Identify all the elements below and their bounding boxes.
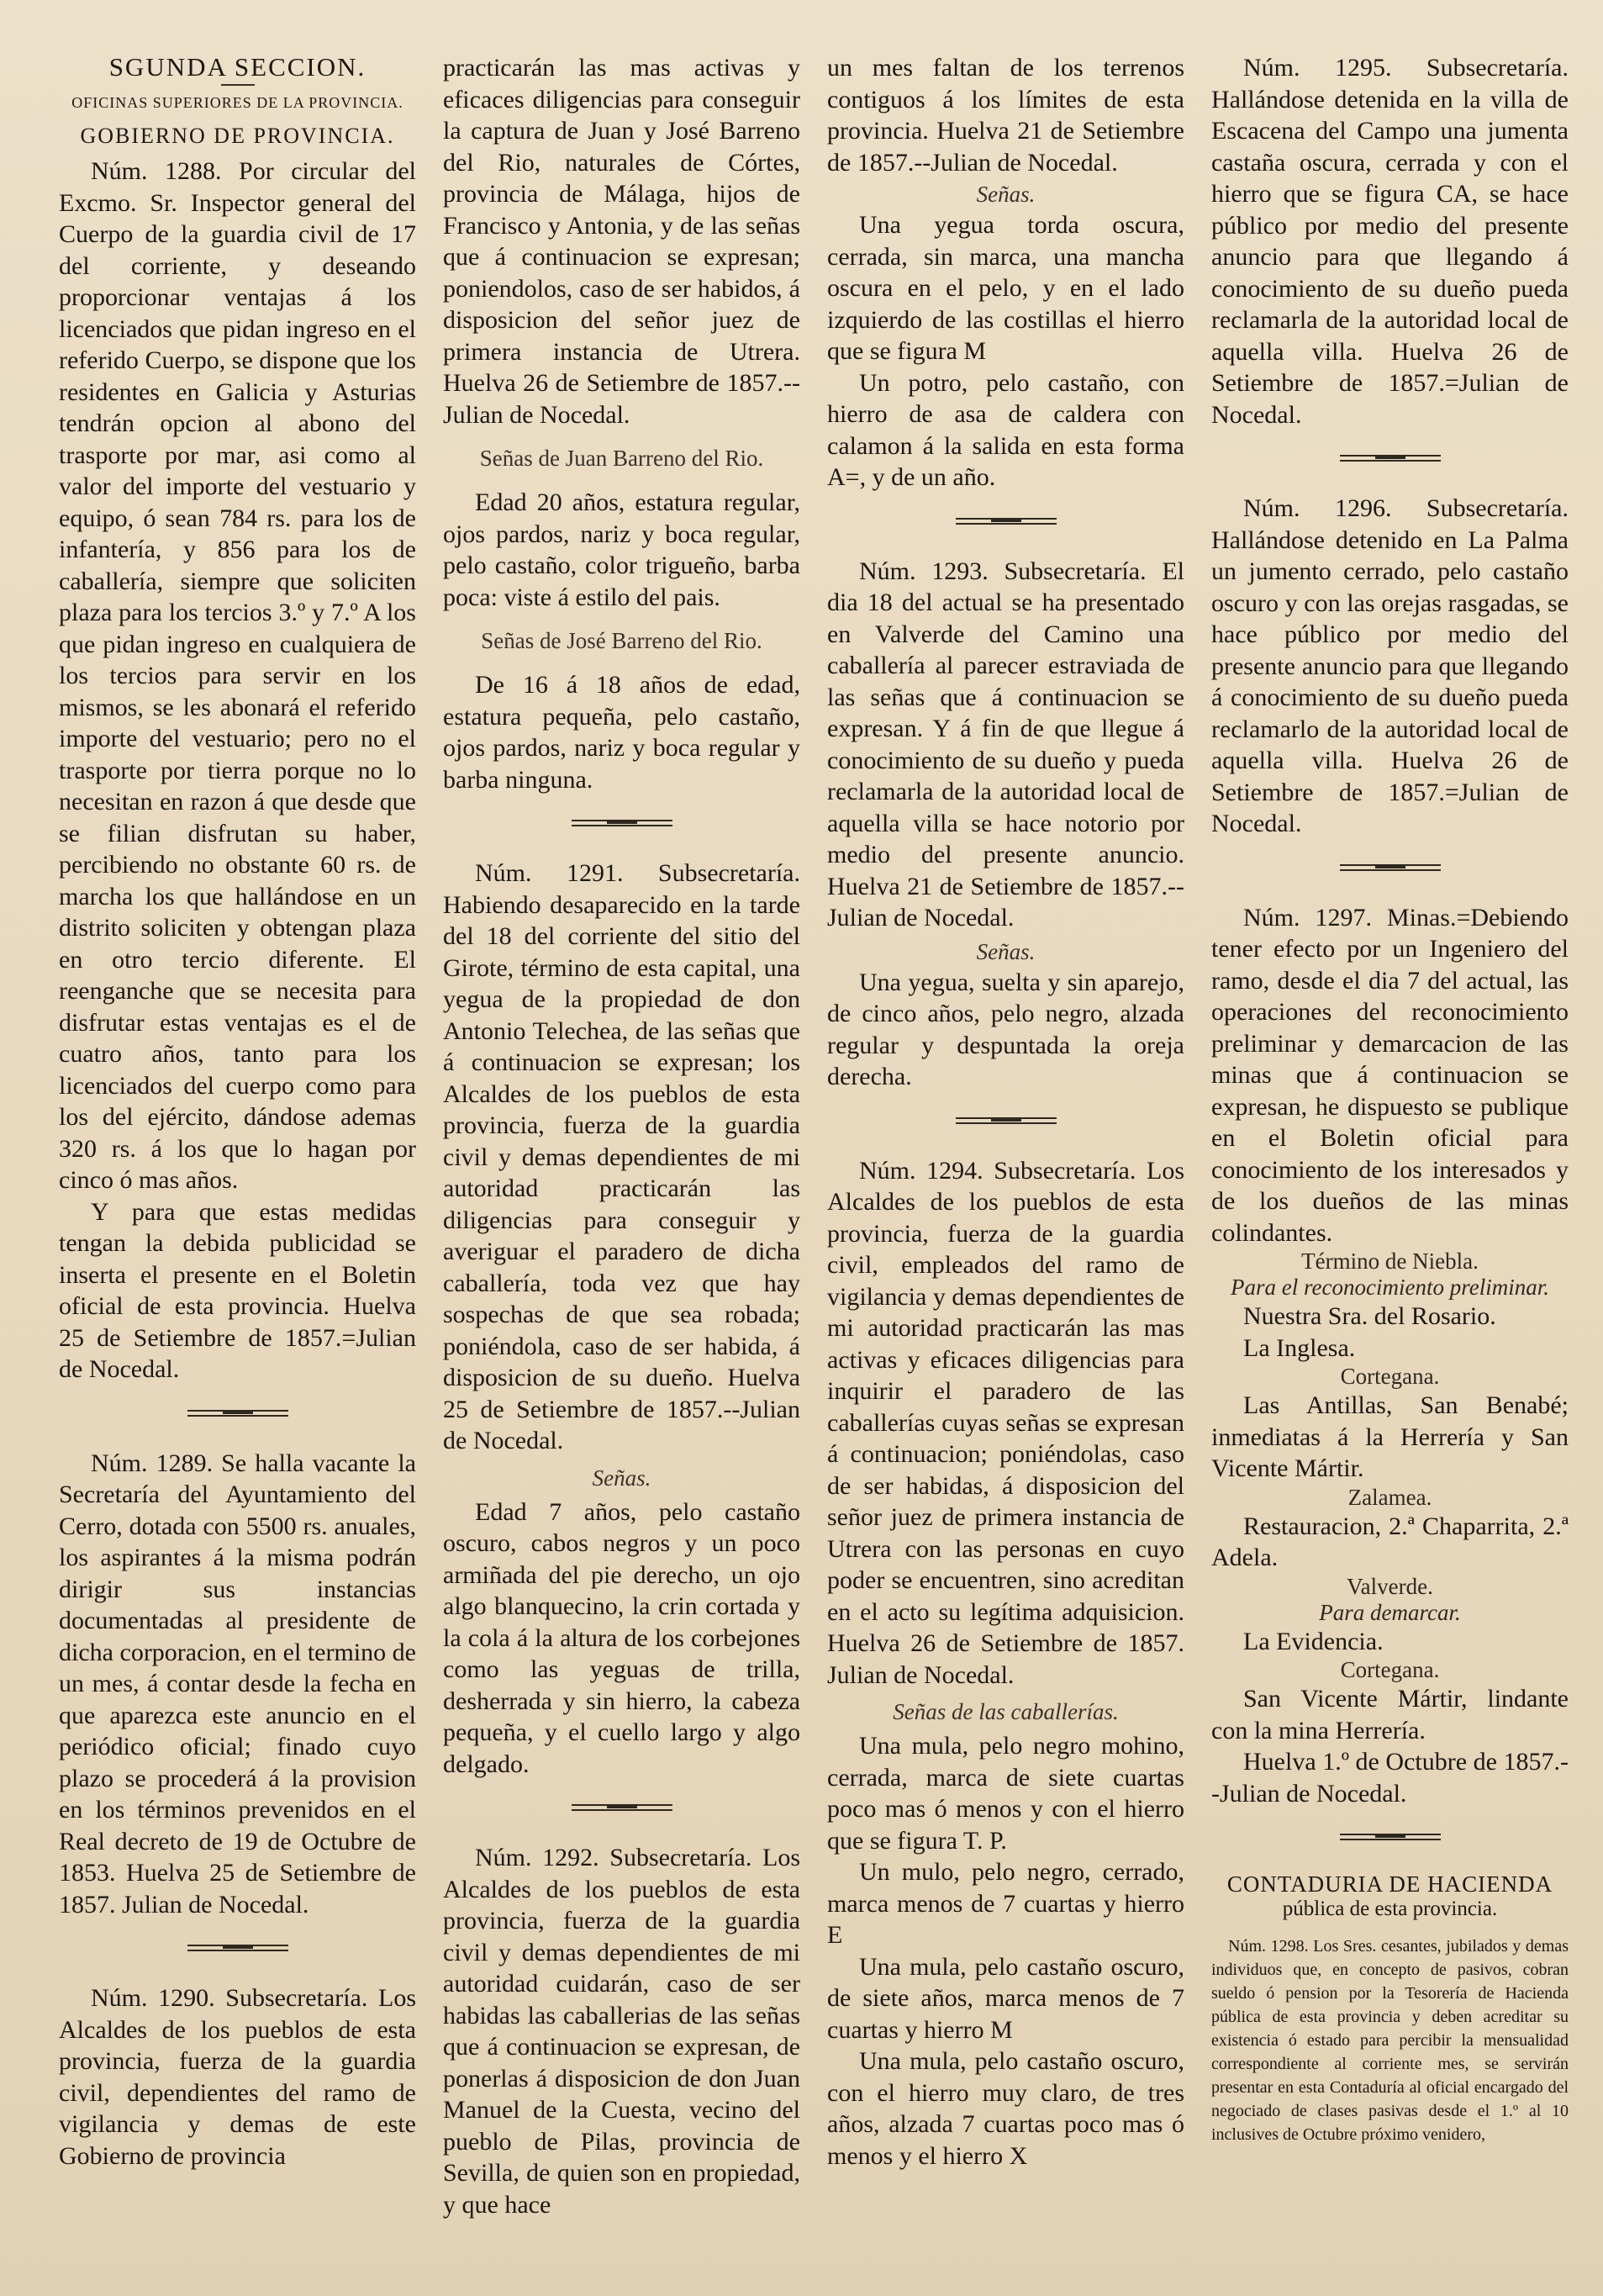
divider bbox=[956, 515, 1057, 527]
place-cortegana: Cortegana. bbox=[1340, 1364, 1440, 1389]
signs-yegua-negra: Una yegua, suelta y sin aparejo, de cinco años, pelo negro, alzada regular y despuntada la oreja derecha. bbox=[827, 968, 1184, 1090]
signs-yegua-text: Edad 7 años, pelo castaño oscuro, cabos negros y un poco armiñada del pie derecho, un ojo algo blanquecino, la crin cortada y la cola á la altura de los corbejones como las yeguas de trilla, desherrada y sin hierro, la cabeza pequeña, y el cuello largo y algo delgado. bbox=[443, 1497, 800, 1778]
notice-1295: Núm. 1295. Subsecretaría. Hallándose detenida en la villa de Escacena del Campo una jumenta castaña oscura, cerrada y con el hierro que se figura CA, se hace público por medio del presente anuncio para que llegando á conocimiento de su dueño pueda reclamarla de la autoridad local de aquella villa. Huelva 26 de Setiembre de 1857.=Julian de Nocedal. bbox=[1211, 54, 1569, 429]
mine-san-vicente: San Vicente Mártir, lindante con la mina Herrería. bbox=[1211, 1685, 1569, 1744]
notice-1293: Núm. 1293. Subsecretaría. El dia 18 del actual se ha presentado en Valverde del Camino una caballería al parecer estraviada de las señas que á continuacion se expresan. Y á fin de que llegue á conocimiento de su dueño y pueda reclamarla de la autoridad local de aquella villa se hace notorio por medio del presente anuncio. Huelva 21 de Setiembre de 1857.--Julian de Nocedal. bbox=[827, 557, 1184, 932]
government-heading: GOBIERNO DE PROVINCIA. bbox=[80, 124, 395, 148]
notice-1297-closing: Huelva 1.º de Octubre de 1857.--Julian de Nocedal. bbox=[1211, 1748, 1569, 1808]
signs-juan-text: Edad 20 años, estatura regular, ojos pardos, nariz y boca regular, pelo castaño, color trigueño, barba poca: viste á estilo del pais. bbox=[443, 488, 800, 611]
divider bbox=[187, 1407, 288, 1419]
notice-1290-continued: practicarán las mas activas y eficaces diligencias para conseguir la captura de Juan y José Barreno del Rio, naturales de Córtes, provincia de Málaga, hijos de Francisco y Antonia, y de las señas que á continuacion se expresan; poniendolos, caso de ser habidos, á disposicion del señor juez de primera instancia de Utrera. Huelva 26 de Setiembre de 1857.--Julian de Nocedal. bbox=[443, 54, 800, 429]
notice-1294: Núm. 1294. Subsecretaría. Los Alcaldes de los pueblos de esta provincia, fuerza de la guardia civil, empleados del ramo de vigilancia y demas dependientes de mi autoridad practicarán las mas activas y eficaces diligencias para inquirir el paradero de las caballerías cuyas señas se expresan á continuacion; poniéndolas, caso de ser habidas, á disposicion del señor juez de primera instancia de Utrera con las personas en cuyo poder se encuentren, sino acreditan en el acto su legítima adquisicion. Huelva 26 de Setiembre de 1857. Julian de Nocedal. bbox=[827, 1156, 1184, 1689]
offices-heading: OFICINAS SUPERIORES DE LA PROVINCIA. bbox=[71, 94, 403, 111]
notice-1292: Núm. 1292. Subsecretaría. Los Alcaldes de los pueblos de esta provincia, fuerza de la guardia civil y demas dependientes de mi autoridad cuidarán, caso de ser habidas las caballerias de las señas que á continuacion se expresan, de ponerlas á disposicion de don Juan Manuel de la Cuesta, vecino del pueblo de Pilas, provincia de Sevilla, de quien son en propiedad, y que hace bbox=[443, 1844, 800, 2219]
signs-potro: Un potro, pelo castaño, con hierro de asa de caldera con calamon á la salida en esta forma A=, y de un año. bbox=[827, 368, 1184, 491]
place-zalamea: Zalamea. bbox=[1347, 1484, 1432, 1510]
place-valverde: Valverde. bbox=[1347, 1573, 1433, 1599]
divider bbox=[572, 1802, 672, 1813]
column-1 bbox=[59, 52, 416, 2272]
contaduria-heading: CONTADURIA DE HACIENDA bbox=[1226, 1871, 1553, 1897]
signs-heading: Señas. bbox=[976, 938, 1036, 964]
mine-antillas: Las Antillas, San Benabé; inmediatas á la Herrería y San Vicente Mártir. bbox=[1211, 1391, 1569, 1482]
notice-1288-closing: Y para que estas medidas tengan la debida publicidad se inserta el presente en el Boletin oficial de esta provincia. Huelva 25 de Setiembre de 1857.=Julian de Nocedal. bbox=[59, 1197, 416, 1383]
signs-heading: Señas. bbox=[976, 182, 1036, 207]
divider bbox=[187, 1942, 288, 1954]
signs-yegua-torda: Una yegua torda oscura, cerrada, sin marca, una mancha oscura en el pelo, y en el lado izquierdo de las costillas el hierro que se figura M bbox=[827, 211, 1184, 365]
title-rule bbox=[221, 84, 255, 86]
notice-1291: Núm. 1291. Subsecretaría. Habiendo desaparecido en la tarde del 18 del corriente del sitio del Girote, término de esta capital, una yegua de la propiedad de don Antonio Telechea, de las señas que á continuacion se expresan; los Alcaldes de los pueblos de esta provincia, fuerza de la guardia civil y demas dependientes de mi autoridad practicarán las diligencias para conseguir y averiguar el paradero de dicha caballería, toda vez que hay sospechas de que sea robada; poniéndola, caso de ser habida, á disposicion de su dueño. Huelva 25 de Setiembre de 1857.--Julian de Nocedal. bbox=[443, 859, 800, 1454]
notice-1298-block bbox=[1211, 1934, 1569, 2146]
notice-1297: Núm. 1297. Minas.=Debiendo tener efecto por un Ingeniero del ramo, desde el dia 7 del actual, las operaciones del reconocimiento preliminar y demarcacion de las minas que á continuacion se expresan, he dispuesto se publique en el Boletin oficial para conocimiento de los interesados y de los dueños de las minas colindantes. bbox=[1211, 903, 1569, 1247]
signs-mula-1: Una mula, pelo negro mohino, cerrada, marca de siete cuartas poco mas ó menos y con el hierro que se figura T. P. bbox=[827, 1732, 1184, 1855]
notice-1296: Núm. 1296. Subsecretaría. Hallándose detenido en La Palma un jumento cerrado, pelo castaño oscuro y con las orejas rasgadas, se hace público por medio del presente anuncio para que llegando á conocimiento de su dueño pueda reclamarlo de la autoridad local de aquella villa. Huelva 26 de Setiembre de 1857.=Julian de Nocedal. bbox=[1211, 494, 1569, 837]
divider bbox=[572, 817, 672, 829]
notice-1288: Núm. 1288. Por circular del Excmo. Sr. Inspector general del Cuerpo de la guardia civil de 17 del corriente, y deseando proporcionar ventajas á los licenciados que pidan ingreso en el referido Cuerpo, se dispone que los residentes en Galicia y Asturias tendrán opcion al abono del trasporte por mar, asi como al valor del importe del vestuario y equipo, ó sean 784 rs. para los de infantería, y 856 para los de caballería, siempre que soliciten plaza para los tercios 3.º y 7.º A los que pidan ingreso en cualquiera de los tercios para servir en los mismos, se les abonará el referido importe del vestuario; pero no el trasporte por tierra porque no lo necesitan en razon á que desde que se filian disfrutan su haber, percibiendo no obstante 60 rs. de marcha los que hallándose en un distrito soliciten y obtengan plaza en otro tercio diferente. El reenganche que se necesita para disfrutar estas ventajas es el de cuatro años, tanto para los licenciados del cuerpo como para los del ejército, dándose ademas 320 rs. á los que lo hagan por cinco ó mas años. bbox=[59, 157, 416, 1194]
mine-restauracion: Restauracion, 2.ª Chaparrita, 2.ª Adela. bbox=[1211, 1512, 1569, 1571]
mine-inglesa: La Inglesa. bbox=[1243, 1333, 1356, 1362]
signs-jose-heading: Señas de José Barreno del Rio. bbox=[481, 628, 762, 653]
divider bbox=[1340, 1831, 1441, 1843]
term-niebla: Término de Niebla. bbox=[1301, 1248, 1479, 1274]
notice-1298: Núm. 1298. Los Sres. cesantes, jubilados y demas individuos que, en concepto de pasivos, cobran sueldo ó pension por la Tesorería de Hacienda pública de esta provincia y deben acreditar su existencia ó estado para percibir la mensualidad correspondiente al corriente mes, se servirán presentar en esta Contaduría al oficial encargado del negociado de clases pasivas desde el 1.º al 10 inclusives de Octubre próximo venidero, bbox=[1211, 1937, 1569, 2144]
columns bbox=[59, 52, 1569, 2272]
contaduria-subheading: pública de esta provincia. bbox=[1282, 1897, 1498, 1920]
column-3 bbox=[827, 52, 1184, 2272]
notice-1290: Núm. 1290. Subsecretaría. Los Alcaldes de los pueblos de esta provincia, fuerza de la guardia civil, dependientes del ramo de vigilancia y demas de este Gobierno de provincia bbox=[59, 1984, 416, 2170]
signs-mula-3: Una mula, pelo castaño oscuro, con el hierro muy claro, de tres años, alzada 7 cuartas poco mas ó menos y el hierro X bbox=[827, 2047, 1184, 2170]
para-reconocimiento: Para el reconocimiento preliminar. bbox=[1231, 1275, 1549, 1300]
para-demarcar: Para demarcar. bbox=[1319, 1599, 1461, 1625]
column-2 bbox=[443, 52, 800, 2272]
signs-caballerias-heading: Señas de las caballerías. bbox=[893, 1699, 1119, 1724]
column-4 bbox=[1211, 52, 1569, 2272]
divider bbox=[1340, 862, 1441, 874]
divider bbox=[956, 1115, 1057, 1127]
signs-mula-2: Una mula, pelo castaño oscuro, de siete años, marca menos de 7 cuartas y hierro M bbox=[827, 1952, 1184, 2044]
signs-heading: Señas. bbox=[592, 1465, 651, 1491]
place-cortegana: Cortegana. bbox=[1340, 1657, 1440, 1682]
mine-evidencia: La Evidencia. bbox=[1243, 1627, 1384, 1655]
signs-mulo: Un mulo, pelo negro, cerrado, marca menos de 7 cuartas y hierro E bbox=[827, 1858, 1184, 1949]
notice-1289: Núm. 1289. Se halla vacante la Secretaría del Ayuntamiento del Cerro, dotada con 5500 rs. anuales, los aspirantes á la misma podrán dirigir sus instancias documentadas al presidente de dicha corporacion, en el termino de un mes, á contar desde la fecha en que aparezca este anuncio en el periódico oficial; finado cuyo plazo se procederá á la provision en los términos prevenidos en el Real decreto de 19 de Octubre de 1853. Huelva 25 de Setiembre de 1857. Julian de Nocedal. bbox=[59, 1449, 416, 1919]
signs-juan-heading: Señas de Juan Barreno del Rio. bbox=[479, 446, 764, 471]
section-title: SGUNDA SECCION. bbox=[108, 52, 366, 82]
mine-rosario: Nuestra Sra. del Rosario. bbox=[1243, 1302, 1496, 1330]
signs-jose-text: De 16 á 18 años de edad, estatura pequeña, pelo castaño, ojos pardos, nariz y boca regular y barba ninguna. bbox=[443, 671, 800, 794]
divider bbox=[1340, 452, 1441, 464]
notice-1292-continued: un mes faltan de los terrenos contiguos á los límites de esta provincia. Huelva 21 de Setiembre de 1857.--Julian de Nocedal. bbox=[827, 54, 1184, 177]
